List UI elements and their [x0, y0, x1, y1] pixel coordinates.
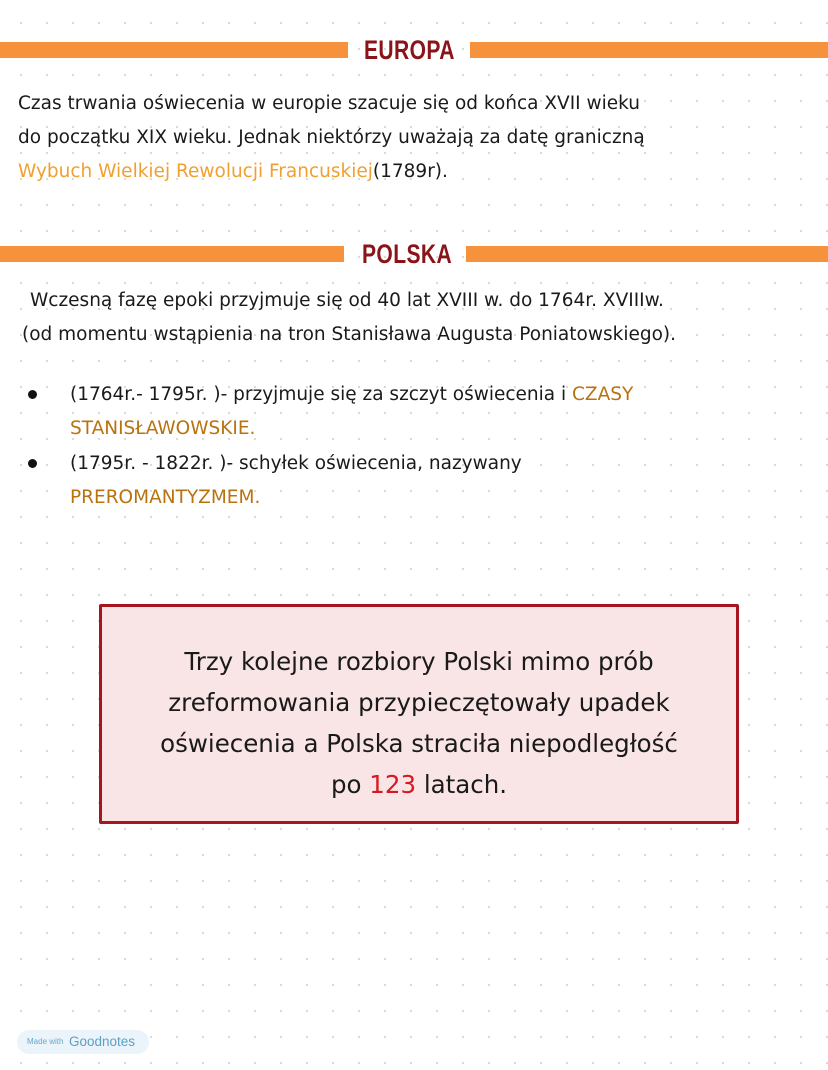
europa-line-1: Czas trwania oświecenia w europie szacuje się od końca XVII wieku — [18, 93, 641, 114]
years-number: 123 — [369, 770, 417, 799]
callout-line-3: oświecenia a Polska straciła niepodległość — [160, 729, 678, 758]
callout-line-2: zreformowania przypieczętowały upadek — [168, 688, 670, 717]
polska-line-1: Wczesną fazę epoki przyjmuje się od 40 lat XVIII w. do 1764r. XVIIIw. — [30, 290, 664, 311]
polska-bar-right — [466, 246, 828, 262]
europa-bar-left — [0, 42, 348, 58]
bullet-1-term-b: STANISŁAWOWSKIE. — [70, 418, 256, 439]
bullet-1-term-a: CZASY — [572, 384, 634, 405]
goodnotes-logo: Goodnotes — [69, 1034, 136, 1049]
europa-paragraph — [18, 87, 818, 189]
bullet-dot-icon — [28, 459, 37, 468]
made-with-label: Made with — [27, 1037, 64, 1046]
callout-text — [102, 641, 736, 805]
bullet-2-term: PREROMANTYZMEM. — [70, 487, 261, 508]
polska-paragraph — [22, 284, 828, 352]
bullet-dot-icon — [28, 390, 37, 399]
polska-bar-left — [0, 246, 344, 262]
polska-title: POLSKA — [362, 239, 453, 269]
bullet-1-text: (1764r.- 1795r. )- przyjmuje się za szczyt oświecenia i — [70, 384, 573, 405]
bullet-text — [70, 447, 790, 515]
europa-line-2: do początku XIX wieku. Jednak niektórzy uważają za datę graniczną — [18, 127, 645, 148]
polska-line-2: (od momentu wstąpienia na tron Stanisława Augusta Poniatowskiego). — [22, 324, 677, 345]
callout-line-1: Trzy kolejne rozbiory Polski mimo prób — [184, 647, 654, 676]
made-with-goodnotes-badge — [17, 1030, 149, 1054]
partitions-callout-box — [99, 604, 739, 824]
polska-section-header — [0, 234, 828, 274]
revolution-year: (1789r). — [372, 161, 448, 182]
europa-section-header — [0, 30, 828, 70]
revolution-term: Wybuch Wielkiej Rewolucji Francuskiej — [18, 161, 373, 182]
europa-title: EUROPA — [364, 35, 455, 65]
callout-line-4 — [102, 764, 736, 805]
europa-line-3 — [18, 155, 818, 189]
callout-post: latach. — [416, 770, 508, 799]
europa-bar-right — [470, 42, 828, 58]
callout-pre: po — [330, 770, 370, 799]
bullet-text — [70, 378, 790, 446]
bullet-2-text: (1795r. - 1822r. )- schyłek oświecenia, nazywany — [70, 453, 522, 474]
